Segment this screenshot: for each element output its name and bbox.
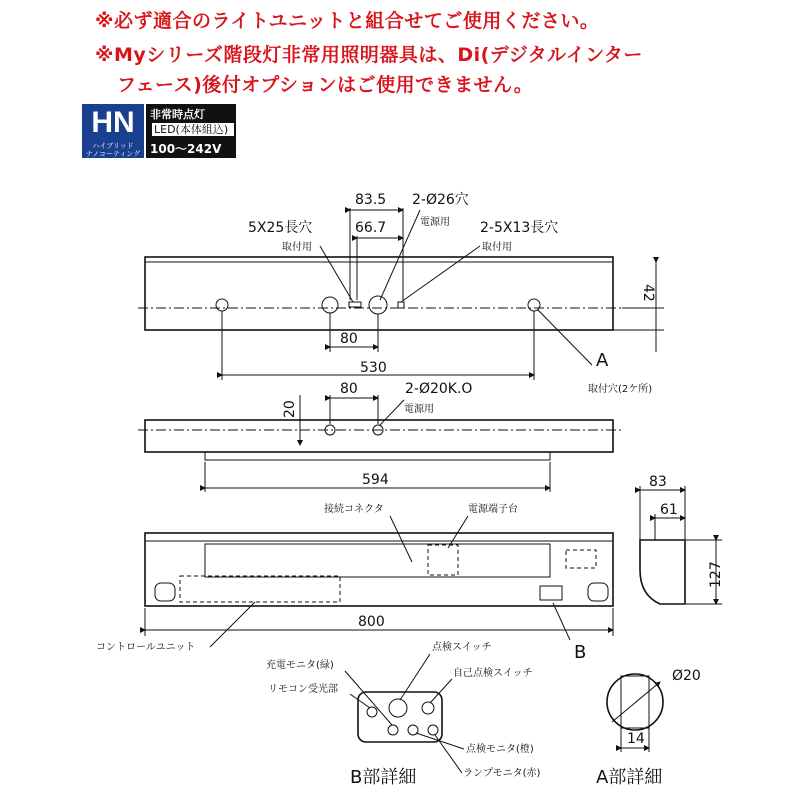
dim-83-5: 83.5: [355, 192, 387, 208]
label-check-monitor: 点検モニタ(橙): [466, 744, 534, 755]
dim-2-5x13: 2-5X13長穴: [480, 220, 559, 236]
label-mount2-top: 取付用: [482, 242, 512, 253]
terminal-outline: [428, 545, 458, 575]
detail-a-slot: [621, 676, 649, 728]
label-charge-monitor: 充電モニタ(緑): [266, 660, 334, 671]
dim-80-mid: 80: [340, 381, 358, 397]
hn-logo-sub2: ナノコーティング: [85, 150, 141, 158]
mid-view: [138, 381, 622, 492]
callout-b: B: [574, 642, 587, 663]
spec-voltage: 100〜242V: [150, 142, 222, 156]
lamp-monitor: [428, 725, 438, 735]
dim-66-7: 66.7: [355, 220, 387, 236]
end-cap-left: [155, 583, 175, 601]
label-remote: リモコン受光部: [268, 684, 338, 695]
hn-logo-sub1: ハイブリッド: [92, 142, 134, 150]
b-panel: [540, 586, 562, 600]
top-body: [145, 257, 613, 330]
dim-80-top: 80: [340, 331, 358, 347]
label-mount-top: 取付用: [282, 242, 312, 253]
callout-a: A: [596, 350, 609, 371]
dim-83: 83: [649, 474, 667, 490]
front-view: [96, 502, 613, 663]
slot-5x25: [349, 302, 361, 307]
spec-title: 非常時点灯: [150, 108, 205, 121]
dim-42: 42: [640, 284, 656, 302]
label-mount-holes: 取付穴(2ケ所): [588, 384, 653, 395]
mid-lamp: [205, 452, 550, 460]
hn-logo-text: HN: [91, 106, 135, 139]
self-check-switch: [422, 702, 434, 714]
detail-b: [266, 640, 541, 788]
dim-14: 14: [627, 731, 645, 747]
dim-127: 127: [708, 561, 724, 588]
power-hole-right: [369, 296, 387, 314]
check-switch: [389, 699, 407, 717]
detail-a-title: A部詳細: [596, 767, 663, 788]
label-lamp-monitor: ランプモニタ(赤): [463, 768, 541, 779]
power-hole-left: [322, 297, 338, 313]
remote-receiver: [367, 707, 377, 717]
label-terminal: 電源端子台: [468, 504, 518, 515]
control-unit-outline: [180, 576, 340, 602]
label-power-top: 電源用: [420, 217, 450, 228]
front-lamp: [205, 544, 550, 577]
dim-800: 800: [358, 614, 385, 630]
dim-594: 594: [362, 472, 389, 488]
mount-hole-right: [528, 299, 540, 311]
spec-led: LED(本体組込): [152, 123, 234, 136]
label-connector: 接続コネクタ: [324, 504, 384, 515]
top-view: [138, 192, 664, 395]
dim-2-26: 2-Ø26穴: [412, 192, 469, 208]
label-control-unit: コントロールユニット: [96, 642, 196, 653]
dim-phi-20: Ø20: [672, 668, 701, 684]
dim-20: 20: [282, 400, 298, 418]
note-line-2: ※Myシリーズ階段灯非常用照明器具は、Di(デジタルインター: [95, 44, 643, 66]
side-profile: [640, 540, 685, 604]
mount-hole-left: [216, 299, 228, 311]
end-cap-right: [588, 583, 608, 601]
charge-monitor: [388, 725, 398, 735]
dim-5x25: 5X25長穴: [248, 220, 313, 236]
dim-530: 530: [360, 360, 387, 376]
note-line-3: フェース)後付オプションはご使用できません。: [117, 74, 534, 96]
label-power-mid: 電源用: [404, 404, 434, 415]
detail-a-circle: [607, 674, 663, 730]
dim-2-20: 2-Ø20K.O: [405, 381, 473, 397]
dim-61: 61: [660, 502, 678, 518]
detail-b-title: B部詳細: [350, 767, 417, 788]
label-check-switch: 点検スイッチ: [432, 642, 492, 653]
note-line-1: ※必ず適合のライトユニットと組合せてご使用ください。: [95, 10, 600, 32]
detail-a: [596, 668, 701, 788]
label-self-check: 自己点検スイッチ: [453, 668, 533, 679]
side-view: [640, 474, 724, 604]
slot-5x13: [398, 302, 404, 308]
